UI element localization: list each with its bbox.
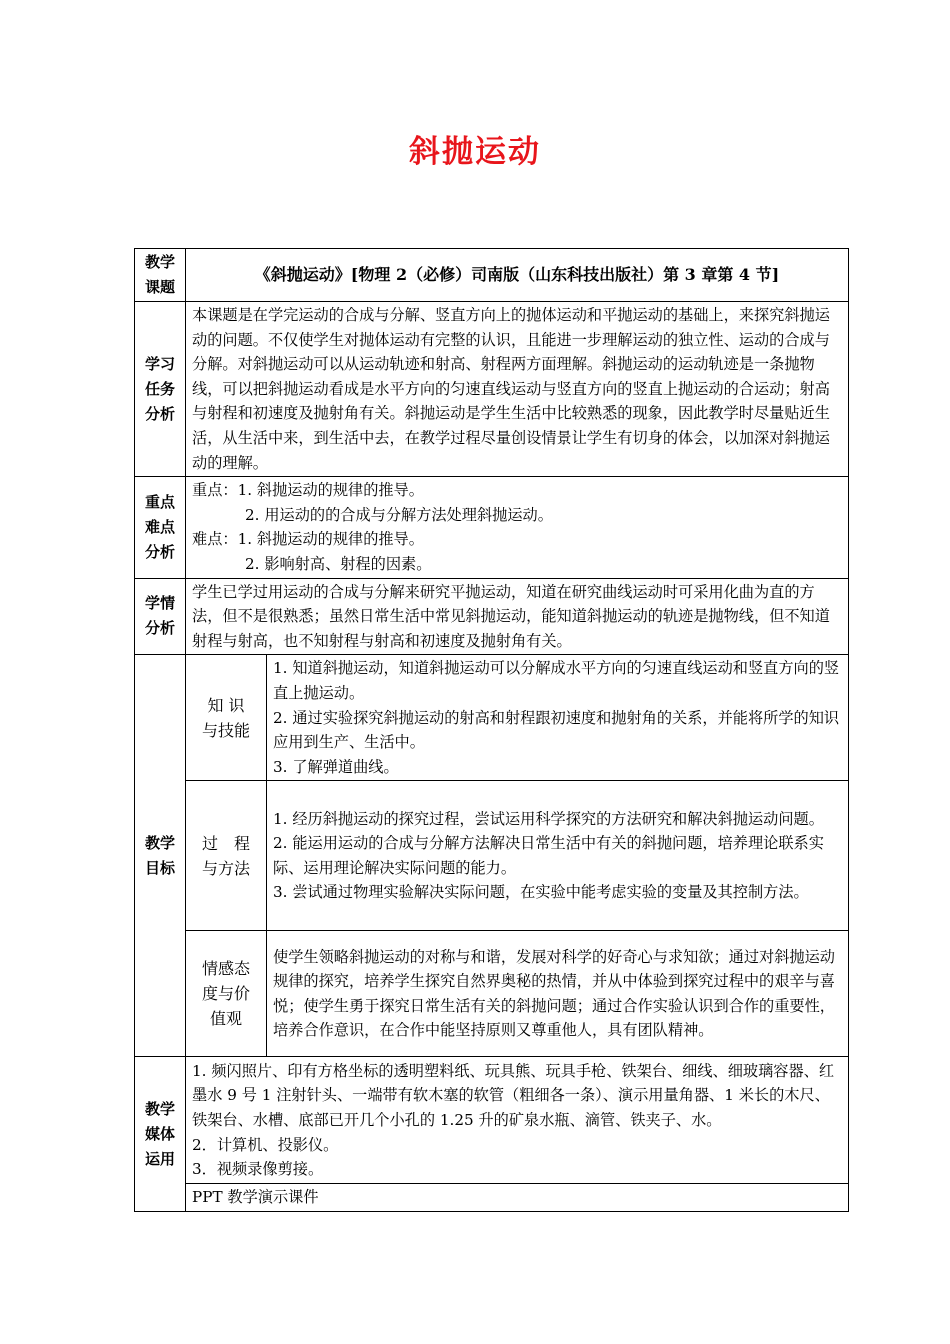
knowledge-content	[267, 655, 849, 781]
media-row	[135, 1057, 849, 1184]
document-title: 斜抛运动	[409, 134, 541, 170]
objective-process-row	[135, 781, 849, 931]
key-point-line-2: 2. 用运动的的合成与分解方法处理斜抛运动。	[245, 505, 553, 524]
knowledge-item: 2. 通过实验探究斜抛运动的射高和射程跟初速度和抛射角的关系，并能将所学的知识应用到生产、生活中。	[273, 708, 840, 752]
task-analysis-row	[135, 302, 849, 477]
emotion-label: 情感态 度与价 值观	[186, 931, 267, 1057]
task-analysis-text: 本课题是在学完运动的合成与分解、竖直方向上的抛体运动和平抛运动的基础上，来探究斜抛运动的问题。不仅使学生对抛体运动有完整的认识，且能进一步理解运动的独立性、运动的合成与分解。对斜抛运动可以从运动轨迹和射高、射程两方面理解。斜抛运动的运动轨迹是一条抛物线，可以把斜抛运动看成是水平方向的匀速直线运动与竖直方向的竖直上抛运动的合运动；射高与射程和初速度及抛射角有关。斜抛运动是学生生活中比较熟悉的现象，因此教学时尽量贴近生活，从生活中来，到生活中去，在教学过程尽量创设情景让学生有切身的体会，以加深对斜抛运动的理解。	[186, 302, 849, 477]
key-points-content	[186, 477, 849, 578]
process-item: 1. 经历斜抛运动的探究过程，尝试运用科学探究的方法研究和解决斜抛运动问题。	[273, 809, 824, 828]
key-points-label: 重点 难点 分析	[135, 477, 186, 578]
objective-emotion-row	[135, 931, 849, 1057]
lesson-plan-table	[134, 248, 849, 1212]
process-content	[267, 781, 849, 931]
difficult-point-line-2: 2. 影响射高、射程的因素。	[245, 554, 432, 573]
emotion-content: 使学生领略斜抛运动的对称与和谐，发展对科学的好奇心与求知欲；通过对斜抛运动规律的探究，培养学生探究自然界奥秘的热情，并从中体验到探究过程中的艰辛与喜悦；使学生勇于探究日常生活有关的斜抛问题；通过合作实验认识到合作的重要性，培养合作意识，在合作中能坚持原则又尊重他人，具有团队精神。	[267, 931, 849, 1057]
media-item: 3．视频录像剪接。	[192, 1160, 324, 1179]
key-points-row	[135, 477, 849, 578]
media-content	[186, 1057, 849, 1184]
topic-row	[135, 249, 849, 302]
objectives-label: 教学 目标	[135, 655, 186, 1057]
process-label: 过 程 与方法	[186, 781, 267, 931]
media-ppt: PPT 教学演示课件	[186, 1184, 849, 1212]
media-ppt-row	[135, 1184, 849, 1212]
media-item: 1. 频闪照片、印有方格坐标的透明塑料纸、玩具熊、玩具手枪、铁架台、细线、细玻璃容器、红墨水 9 号 1 注射针头、一端带有软木塞的软管（粗细各一条）、演示用量角器、1 米长的木尺、铁架台、水槽、底部已开几个小孔的 1.25 升的矿泉水瓶、滴管、铁夹子、水。	[192, 1061, 835, 1130]
knowledge-item: 3. 了解弹道曲线。	[273, 757, 399, 776]
learner-analysis-label: 学情 分析	[135, 578, 186, 655]
objective-knowledge-row	[135, 655, 849, 781]
knowledge-item: 1. 知道斜抛运动，知道斜抛运动可以分解成水平方向的匀速直线运动和竖直方向的竖直上抛运动。	[273, 659, 840, 702]
media-label: 教学 媒体 运用	[135, 1057, 186, 1212]
difficult-point-line-1: 难点：1. 斜抛运动的规律的推导。	[192, 530, 424, 549]
learner-analysis-text: 学生已学过用运动的合成与分解来研究平抛运动，知道在研究曲线运动时可采用化曲为直的方法，但不是很熟悉；虽然日常生活中常见斜抛运动，能知道斜抛运动的轨迹是抛物线，但不知道射程与射高，也不知射程与射高和初速度及抛射角有关。	[186, 578, 849, 655]
topic-value: 《斜抛运动》[物理 2（必修）司南版（山东科技出版社）第 3 章第 4 节]	[186, 249, 849, 302]
knowledge-label: 知 识 与技能	[186, 655, 267, 781]
process-item: 2. 能运用运动的合成与分解方法解决日常生活中有关的斜抛问题，培养理论联系实际、运用理论解决实际问题的能力。	[273, 834, 824, 877]
key-point-line-1: 重点：1. 斜抛运动的规律的推导。	[192, 481, 424, 500]
task-analysis-label: 学习 任务 分析	[135, 302, 186, 477]
topic-label: 教学 课题	[135, 249, 186, 302]
media-item: 2．计算机、投影仪。	[192, 1135, 339, 1154]
learner-analysis-row	[135, 578, 849, 655]
process-item: 3. 尝试通过物理实验解决实际问题，在实验中能考虑实验的变量及其控制方法。	[273, 883, 809, 902]
